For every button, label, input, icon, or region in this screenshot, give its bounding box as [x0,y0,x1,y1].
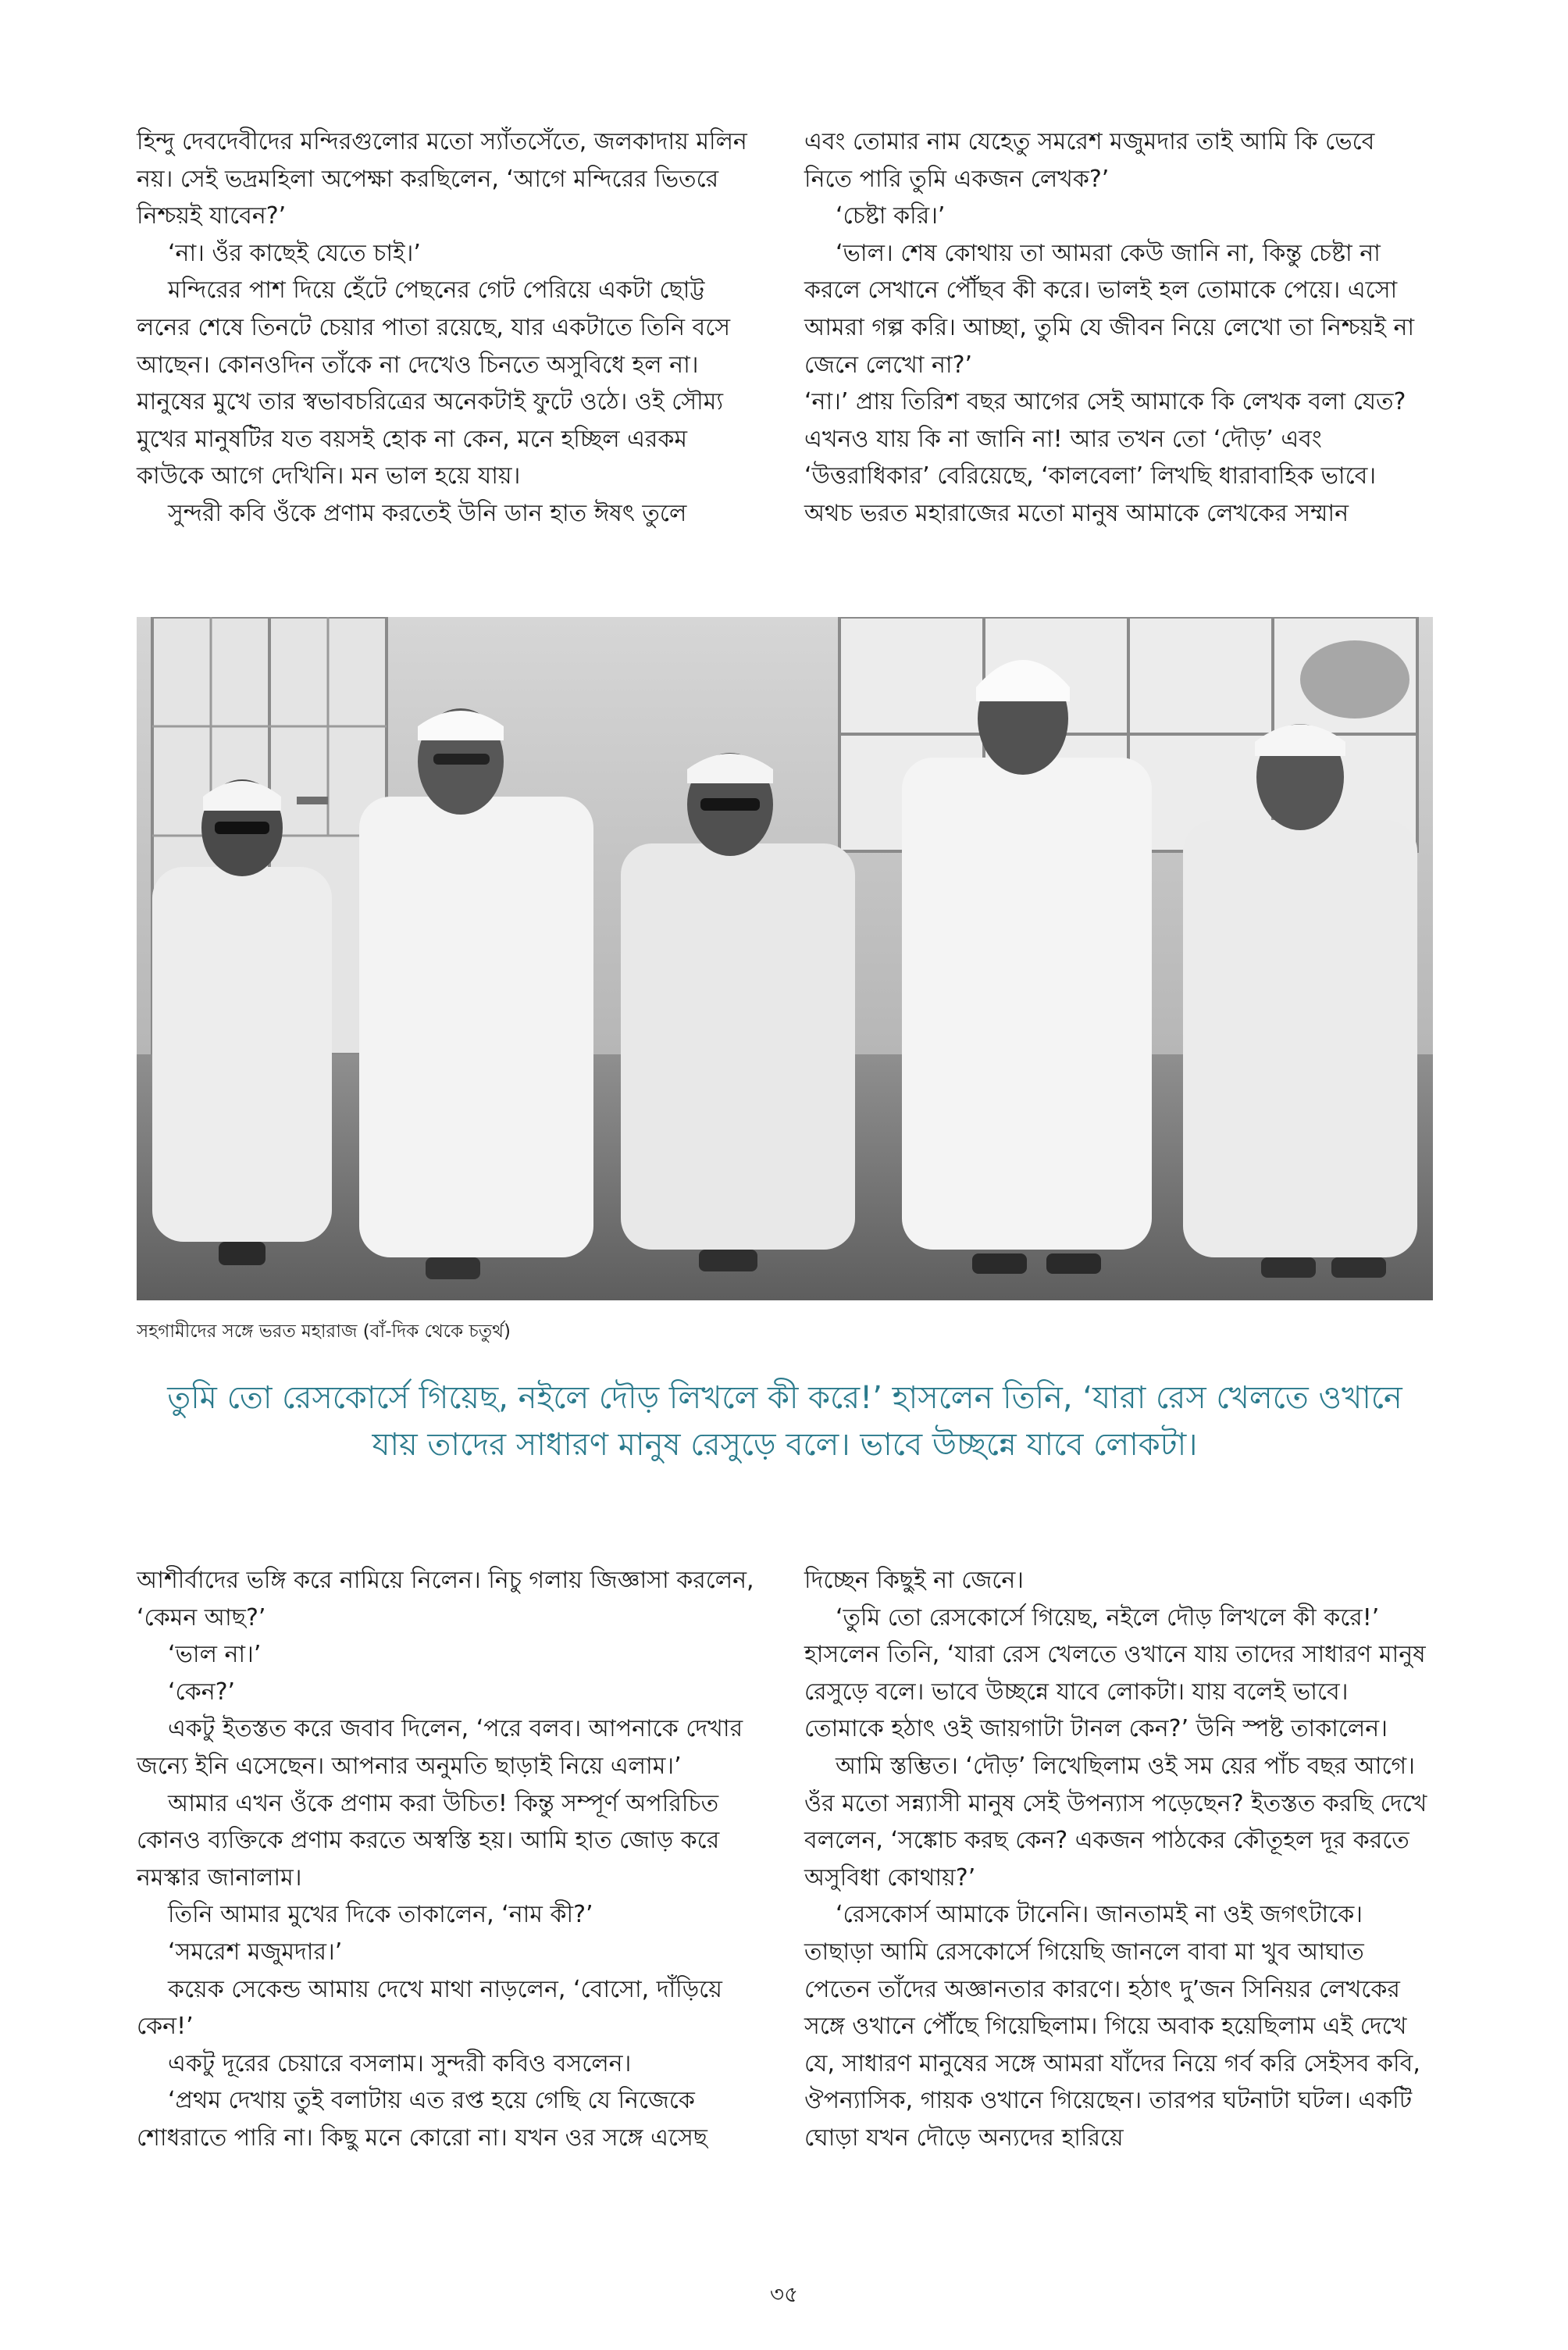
paragraph: ‘রেসকোর্স আমাকে টানেনি। জানতামই না ওই জগৎটাকে। তাছাড়া আমি রেসকোর্সে গিয়েছি জানলে বাবা মা খুব আঘাত পেতেন তাঁদের অজ্ঞানতার কারণে। হঠাৎ দু’জন সিনিয়র লেখকের সঙ্গে ওখানে পৌঁছে গিয়েছিলাম। গিয়ে অবাক হয়েছিলাম এই দেখে যে, সাধারণ মানুষের সঙ্গে আমরা যাঁদের নিয়ে গর্ব করি সেইসব কবি, ঔপন্যাসিক, গায়ক ওখানে গিয়েছেন। তারপর ঘটনাটা ঘটল। একটি ঘোড়া যখন দৌড়ে অন্যদের হারিয়ে [804,1901,1420,2152]
bottom-left-column [137,1562,761,2157]
paragraph: এবং তোমার নাম যেহেতু সমরেশ মজুমদার তাই আমি কি ভেবে নিতে পারি তুমি একজন লেখক?’ [804,128,1375,193]
paragraph: ‘কেন?’ [168,1678,236,1706]
paragraph: ‘তুমি তো রেসকোর্সে গিয়েছ, নইলে দৌড় লিখলে কী করে!’ হাসলেন তিনি, ‘যারা রেস খেলতে ওখানে যায় তাদের সাধারণ মানুষ রেসুড়ে বলে। ভাবে উচ্ছন্নে যাবে লোকটা। যায় বলেই ভাবে। তোমাকে হঠাৎ ওই জায়গাটা টানল কেন?’ উনি স্পষ্ট তাকালেন। [804,1603,1426,1743]
top-right-column [804,123,1429,533]
paragraph: ‘সমরেশ মজুমদার।’ [168,1938,343,1966]
paragraph: ‘না।’ প্রায় তিরিশ বছর আগের সেই আমাকে কি লেখক বলা যেত? এখনও যায় কি না জানি না! আর তখন তো ‘দৌড়’ এবং ‘উত্তরাধিকার’ বেরিয়েছে, ‘কালবেলা’ লিখছি ধারাবাহিক ভাবে। অথচ ভরত মহারাজের মতো মানুষ আমাকে লেখকের সম্মান [804,388,1406,527]
paragraph: একটু দূরের চেয়ারে বসলাম। সুন্দরী কবিও বসলেন। [168,2049,632,2077]
paragraph: আমার এখন ওঁকে প্রণাম করা উচিত! কিন্তু সম্পূর্ণ অপরিচিত কোনও ব্যক্তিকে প্রণাম করতে অস্বস্তি হয়। আমি হাত জোড় করে নমস্কার জানালাম। [137,1789,720,1892]
paragraph: হিন্দু দেবদেবীদের মন্দিরগুলোর মতো স্যাঁতসেঁতে, জলকাদায় মলিন নয়। সেই ভদ্রমহিলা অপেক্ষা করছিলেন, ‘আগে মন্দিরের ভিতরে নিশ্চয়ই যাবেন?’ [137,128,747,230]
paragraph: দিচ্ছেন কিছুই না জেনে। [804,1567,1024,1594]
paragraph: সুন্দরী কবি ওঁকে প্রণাম করতেই উনি ডান হাত ঈষৎ তুলে [168,499,687,527]
page-number: ৩৫ [769,2281,799,2307]
paragraph: ‘চেষ্টা করি।’ [836,202,946,230]
pull-quote-line-2: যায় তাদের সাধারণ মানুষ রেসুড়ে বলে। ভাবে উচ্ছন্নে যাবে লোকটা। [372,1427,1198,1463]
group-photograph [137,617,1433,1300]
paragraph: তিনি আমার মুখের দিকে তাকালেন, ‘নাম কী?’ [168,1901,593,1929]
pull-quote [137,1375,1433,1468]
paragraph: ‘না। ওঁর কাছেই যেতে চাই।’ [168,239,421,267]
photo-caption: সহগামীদের সঙ্গে ভরত মহারাজ (বাঁ-দিক থেকে চতুর্থ) [137,1321,511,1342]
top-left-column [137,123,761,533]
paragraph: একটু ইতস্তত করে জবাব দিলেন, ‘পরে বলব। আপনাকে দেখার জন্যে ইনি এসেছেন। আপনার অনুমতি ছাড়াই নিয়ে এলাম।’ [137,1715,743,1780]
bottom-right-column [804,1562,1429,2157]
pull-quote-line-1: তুমি তো রেসকোর্সে গিয়েছ, নইলে দৌড় লিখলে কী করে!’ হাসলেন তিনি, ‘যারা রেস খেলতে ওখানে [167,1380,1402,1416]
paragraph: আশীর্বাদের ভঙ্গি করে নামিয়ে নিলেন। নিচু গলায় জিজ্ঞাসা করলেন, ‘কেমন আছ?’ [137,1567,754,1631]
paragraph: আমি স্তম্ভিত। ‘দৌড়’ লিখেছিলাম ওই সম য়ের পাঁচ বছর আগে। ওঁর মতো সন্ন্যাসী মানুষ সেই উপন্যাস পড়েছেন? ইতস্তত করছি দেখে বললেন, ‘সঙ্কোচ করছ কেন? একজন পাঠকের কৌতূহল দূর করতে অসুবিধা কোথায়?’ [804,1752,1427,1892]
paragraph: ‘ভাল। শেষ কোথায় তা আমরা কেউ জানি না, কিন্তু চেষ্টা না করলে সেখানে পৌঁছব কী করে। ভালই হল তোমাকে পেয়ে। এসো আমরা গল্প করি। আচ্ছা, তুমি যে জীবন নিয়ে লেখো তা নিশ্চয়ই না জেনে লেখো না?’ [804,239,1415,379]
paragraph: ‘প্রথম দেখায় তুই বলাটায় এত রপ্ত হয়ে গেছি যে নিজেকে শোধরাতে পারি না। কিছু মনে কোরো না। যখন ওর সঙ্গে এসেছ [137,2087,707,2152]
paragraph: ‘ভাল না।’ [168,1641,262,1669]
paragraph: মন্দিরের পাশ দিয়ে হেঁটে পেছনের গেট পেরিয়ে একটা ছোট্ট লনের শেষে তিনটে চেয়ার পাতা রয়েছে, যার একটাতে তিনি বসে আছেন। কোনওদিন তাঁকে না দেখেও চিনতে অসুবিধে হল না। মানুষের মুখে তার স্বভাবচরিত্রের অনেকটাই ফুটে ওঠে। ওই সৌম্য মুখের মানুষটির যত বয়সই হোক না কেন, মনে হচ্ছিল এরকম কাউকে আগে দেখিনি। মন ভাল হয়ে যায়। [137,276,731,490]
paragraph: কয়েক সেকেন্ড আমায় দেখে মাথা নাড়লেন, ‘বোসো, দাঁড়িয়ে কেন!’ [137,1975,722,2041]
